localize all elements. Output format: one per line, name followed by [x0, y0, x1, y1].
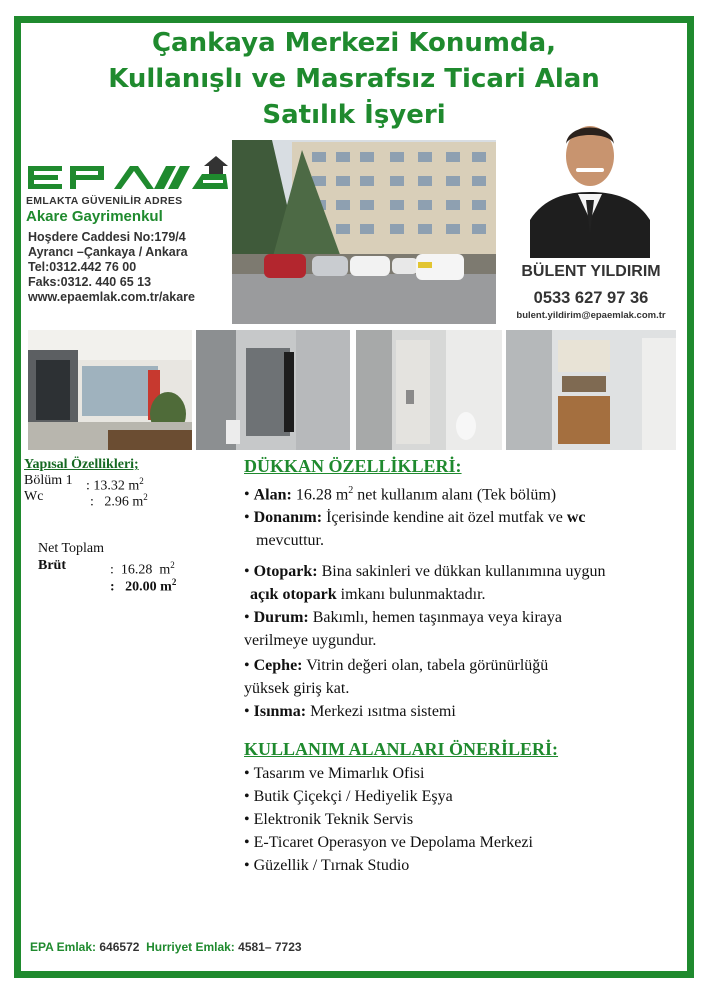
title-line-3: Satılık İşyeri — [262, 100, 446, 130]
structural-row-2-label: Wc — [24, 489, 44, 504]
feature-area — [244, 479, 684, 506]
feature-equipment-bold: wc — [566, 509, 586, 527]
footer-listing-numbers — [30, 940, 302, 954]
feature-parking-label: Otopark: — [253, 563, 318, 581]
structural-row-1-sup: 2 — [139, 476, 144, 486]
feature-area-sup: 2 — [348, 485, 354, 496]
fax-line: Faks:0312. 440 65 13 — [28, 275, 152, 289]
feature-area-text-b: net kullanım alanı (Tek bölüm) — [353, 486, 557, 504]
website-link[interactable]: www.epaemlak.com.tr/akare — [28, 290, 195, 304]
usage-item-2: • Butik Çiçekçi / Hediyelik Eşya — [244, 785, 684, 808]
agent-phone[interactable]: 0533 627 97 36 — [533, 289, 649, 307]
logo-tagline: EMLAKTA GÜVENİLİR ADRES — [26, 195, 183, 207]
address-line-2: Ayrancı –Çankaya / Ankara — [28, 245, 188, 259]
epa-logo-icon — [26, 144, 228, 190]
feature-area-text: 16.28 m — [291, 486, 349, 504]
gross-sup: 2 — [171, 577, 177, 587]
contact-block — [28, 230, 228, 305]
gross-value: : 20.00 m — [110, 579, 172, 595]
feature-condition-line2: verilmeye uygundur. — [244, 632, 377, 650]
address-line-1: Hoşdere Caddesi No:179/4 — [28, 230, 186, 244]
features-section — [244, 456, 684, 723]
feature-parking — [244, 560, 684, 583]
building-photo-illustration — [232, 140, 496, 324]
structural-row-1-value: : 13.32 m — [86, 478, 140, 494]
agent-portrait-illustration — [530, 108, 650, 258]
feature-heating-label: Isınma: — [253, 703, 307, 721]
interior-2-illustration — [356, 330, 502, 450]
usage-item-1: • Tasarım ve Mimarlık Ofisi — [244, 762, 684, 785]
structural-row-1-label: Bölüm 1 — [24, 473, 73, 488]
feature-equipment-line2: mevcuttur. — [256, 532, 324, 550]
feature-condition-label: Durum: — [253, 609, 309, 627]
feature-equipment-label: Donanım: — [253, 509, 323, 527]
structural-row-1 — [24, 473, 224, 494]
gross-label: Brüt — [38, 558, 66, 573]
feature-equipment-text: İçerisinde kendine ait özel mutfak ve — [322, 509, 567, 527]
usage-heading: KULLANIM ALANLARI ÖNERİLERİ: — [244, 739, 559, 759]
usage-item-5: • Güzellik / Tırnak Studio — [244, 854, 684, 877]
interior-photo-1 — [196, 330, 350, 450]
interior-photo-2 — [356, 330, 502, 450]
net-total-sup: 2 — [170, 560, 175, 570]
feature-heating-text: Merkezi ısıtma sistemi — [306, 703, 456, 721]
feature-condition-text: Bakımlı, hemen taşınmaya veya kiraya — [308, 609, 562, 627]
storefront-photo — [28, 330, 192, 450]
feature-facade-line2: yüksek giriş kat. — [244, 680, 350, 698]
footer-epa-label: EPA Emlak: — [30, 940, 97, 954]
feature-heating — [244, 700, 684, 723]
storefront-illustration — [28, 330, 192, 450]
kitchen-illustration — [506, 330, 676, 450]
agent-info — [500, 263, 682, 321]
feature-area-label: Alan: — [253, 486, 292, 504]
title-line-2: Kullanışlı ve Masrafsız Ticari Alan — [108, 64, 600, 94]
feature-facade-text: Vitrin değeri olan, tabela görünürlüğü — [302, 657, 549, 675]
features-heading: DÜKKAN ÖZELLİKLERİ: — [244, 456, 462, 476]
interior-1-illustration — [196, 330, 350, 450]
net-total-value: : 16.28 m — [110, 562, 171, 578]
feature-parking-line2 — [244, 583, 684, 606]
feature-parking-bold: açık otopark — [250, 586, 337, 604]
phone-line: Tel:0312.442 76 00 — [28, 260, 137, 274]
footer-hurriyet-number: 4581– 7723 — [238, 940, 302, 954]
structural-heading: Yapısal Özellikleri; — [24, 457, 139, 472]
footer-epa-number: 646572 — [99, 940, 140, 954]
feature-equipment — [244, 506, 684, 529]
feature-condition — [244, 606, 684, 629]
agent-email[interactable]: bulent.yildirim@epaemlak.com.tr — [516, 310, 666, 321]
structural-row-2-value: : 2.96 m — [90, 494, 144, 510]
feature-facade-label: Cephe: — [253, 657, 303, 675]
agent-photo — [530, 108, 650, 258]
structural-row-2-sup: 2 — [143, 492, 148, 502]
net-total-label: Net Toplam — [38, 541, 105, 556]
structural-section — [24, 457, 224, 595]
usage-item-3: • Elektronik Teknik Servis — [244, 808, 684, 831]
usage-section — [244, 739, 684, 877]
company-logo — [26, 144, 228, 224]
building-photo — [232, 140, 496, 324]
footer-hurriyet-label: Hurriyet Emlak: — [146, 940, 235, 954]
usage-item-4: • E-Ticaret Operasyon ve Depolama Merkezi — [244, 831, 684, 854]
feature-parking-line2-text: imkanı bulunmaktadır. — [336, 586, 486, 604]
logo-company: Akare Gayrimenkul — [26, 208, 163, 225]
agent-name: BÜLENT YILDIRIM — [521, 263, 661, 280]
feature-parking-text: Bina sakinleri ve dükkan kullanımına uygun — [317, 563, 606, 581]
structural-row-2 — [24, 489, 224, 510]
title-line-1: Çankaya Merkezi Konumda, — [151, 28, 557, 58]
feature-facade — [244, 654, 684, 677]
kitchen-photo — [506, 330, 676, 450]
